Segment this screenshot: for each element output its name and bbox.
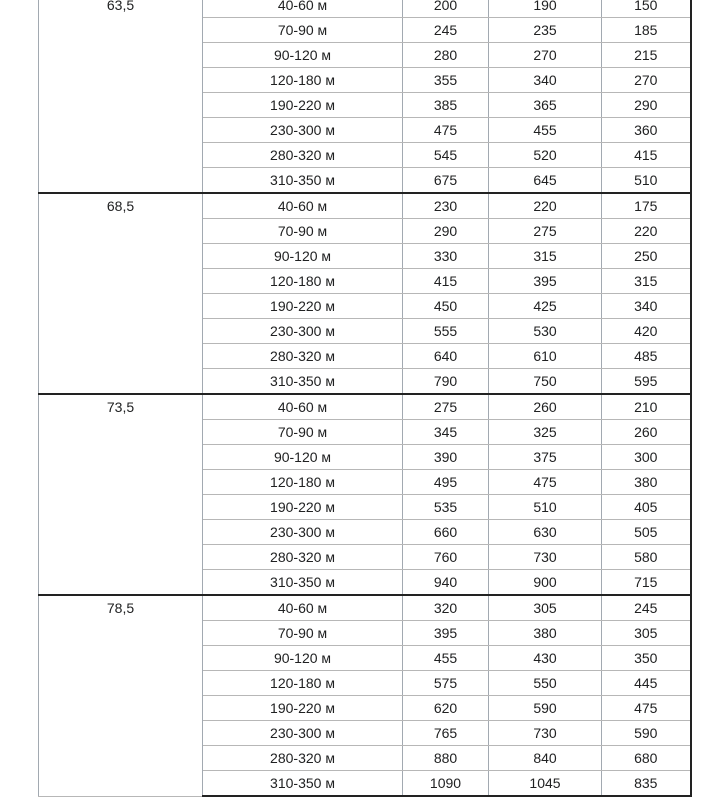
value-cell: 530 [489,319,602,344]
value-cell: 340 [489,68,602,93]
range-cell: 310-350 м [203,168,403,194]
value-cell: 300 [602,445,691,470]
value-cell: 475 [403,118,489,143]
value-cell: 445 [602,671,691,696]
value-cell: 200 [403,0,489,18]
range-cell: 70-90 м [203,18,403,43]
value-cell: 1090 [403,771,489,797]
value-cell: 220 [602,219,691,244]
price-table [38,0,692,797]
value-cell: 190 [489,0,602,18]
range-cell: 280-320 м [203,143,403,168]
range-cell: 190-220 м [203,495,403,520]
value-cell: 395 [403,621,489,646]
value-cell: 360 [602,118,691,143]
value-cell: 415 [403,269,489,294]
value-cell: 550 [489,671,602,696]
range-cell: 230-300 м [203,520,403,545]
range-cell: 280-320 м [203,746,403,771]
value-cell: 245 [602,595,691,621]
value-cell: 510 [602,168,691,194]
value-cell: 535 [403,495,489,520]
value-cell: 420 [602,319,691,344]
range-cell: 120-180 м [203,269,403,294]
value-cell: 450 [403,294,489,319]
value-cell: 230 [403,193,489,219]
range-cell: 280-320 м [203,344,403,369]
value-cell: 840 [489,746,602,771]
range-cell: 90-120 м [203,445,403,470]
value-cell: 680 [602,746,691,771]
value-cell: 880 [403,746,489,771]
range-cell: 70-90 м [203,420,403,445]
value-cell: 275 [403,394,489,420]
value-cell: 675 [403,168,489,194]
value-cell: 495 [403,470,489,495]
value-cell: 645 [489,168,602,194]
value-cell: 610 [489,344,602,369]
value-cell: 395 [489,269,602,294]
value-cell: 245 [403,18,489,43]
value-cell: 715 [602,570,691,596]
value-cell: 290 [403,219,489,244]
value-cell: 175 [602,193,691,219]
range-cell: 90-120 м [203,43,403,68]
range-cell: 190-220 м [203,93,403,118]
value-cell: 580 [602,545,691,570]
value-cell: 270 [489,43,602,68]
value-cell: 900 [489,570,602,596]
value-cell: 260 [602,420,691,445]
table-row [39,595,691,621]
value-cell: 1045 [489,771,602,797]
value-cell: 260 [489,394,602,420]
value-cell: 510 [489,495,602,520]
range-cell: 90-120 м [203,646,403,671]
value-cell: 375 [489,445,602,470]
range-cell: 230-300 м [203,721,403,746]
range-cell: 40-60 м [203,595,403,621]
value-cell: 760 [403,545,489,570]
value-cell: 475 [489,470,602,495]
value-cell: 305 [489,595,602,621]
value-cell: 215 [602,43,691,68]
value-cell: 590 [602,721,691,746]
value-cell: 320 [403,595,489,621]
range-cell: 190-220 м [203,696,403,721]
value-cell: 220 [489,193,602,219]
value-cell: 630 [489,520,602,545]
value-cell: 555 [403,319,489,344]
range-cell: 310-350 м [203,570,403,596]
value-cell: 325 [489,420,602,445]
value-cell: 425 [489,294,602,319]
value-cell: 415 [602,143,691,168]
value-cell: 505 [602,520,691,545]
value-cell: 475 [602,696,691,721]
value-cell: 305 [602,621,691,646]
value-cell: 235 [489,18,602,43]
range-cell: 230-300 м [203,118,403,143]
value-cell: 455 [403,646,489,671]
range-cell: 70-90 м [203,219,403,244]
value-cell: 365 [489,93,602,118]
range-cell: 310-350 м [203,369,403,395]
value-cell: 315 [489,244,602,269]
table-body [39,0,691,796]
value-cell: 250 [602,244,691,269]
value-cell: 520 [489,143,602,168]
value-cell: 185 [602,18,691,43]
value-cell: 340 [602,294,691,319]
value-cell: 350 [602,646,691,671]
value-cell: 150 [602,0,691,18]
diameter-cell: 68,5 [39,193,203,394]
value-cell: 315 [602,269,691,294]
table-row [39,193,691,219]
value-cell: 545 [403,143,489,168]
range-cell: 230-300 м [203,319,403,344]
value-cell: 940 [403,570,489,596]
value-cell: 405 [602,495,691,520]
value-cell: 280 [403,43,489,68]
value-cell: 595 [602,369,691,395]
value-cell: 270 [602,68,691,93]
value-cell: 660 [403,520,489,545]
table-row [39,394,691,420]
value-cell: 385 [403,93,489,118]
value-cell: 345 [403,420,489,445]
range-cell: 280-320 м [203,545,403,570]
range-cell: 120-180 м [203,470,403,495]
range-cell: 40-60 м [203,0,403,18]
table-row [39,0,691,18]
range-cell: 190-220 м [203,294,403,319]
value-cell: 835 [602,771,691,797]
value-cell: 290 [602,93,691,118]
range-cell: 70-90 м [203,621,403,646]
value-cell: 390 [403,445,489,470]
range-cell: 120-180 м [203,671,403,696]
diameter-cell: 78,5 [39,595,203,796]
diameter-cell: 73,5 [39,394,203,595]
value-cell: 790 [403,369,489,395]
range-cell: 90-120 м [203,244,403,269]
range-cell: 40-60 м [203,394,403,420]
value-cell: 355 [403,68,489,93]
value-cell: 640 [403,344,489,369]
value-cell: 750 [489,369,602,395]
value-cell: 210 [602,394,691,420]
value-cell: 730 [489,721,602,746]
value-cell: 590 [489,696,602,721]
value-cell: 620 [403,696,489,721]
range-cell: 120-180 м [203,68,403,93]
range-cell: 40-60 м [203,193,403,219]
range-cell: 310-350 м [203,771,403,797]
value-cell: 330 [403,244,489,269]
diameter-cell: 63,5 [39,0,203,193]
value-cell: 430 [489,646,602,671]
value-cell: 380 [489,621,602,646]
value-cell: 575 [403,671,489,696]
value-cell: 765 [403,721,489,746]
value-cell: 730 [489,545,602,570]
value-cell: 485 [602,344,691,369]
value-cell: 380 [602,470,691,495]
value-cell: 455 [489,118,602,143]
value-cell: 275 [489,219,602,244]
